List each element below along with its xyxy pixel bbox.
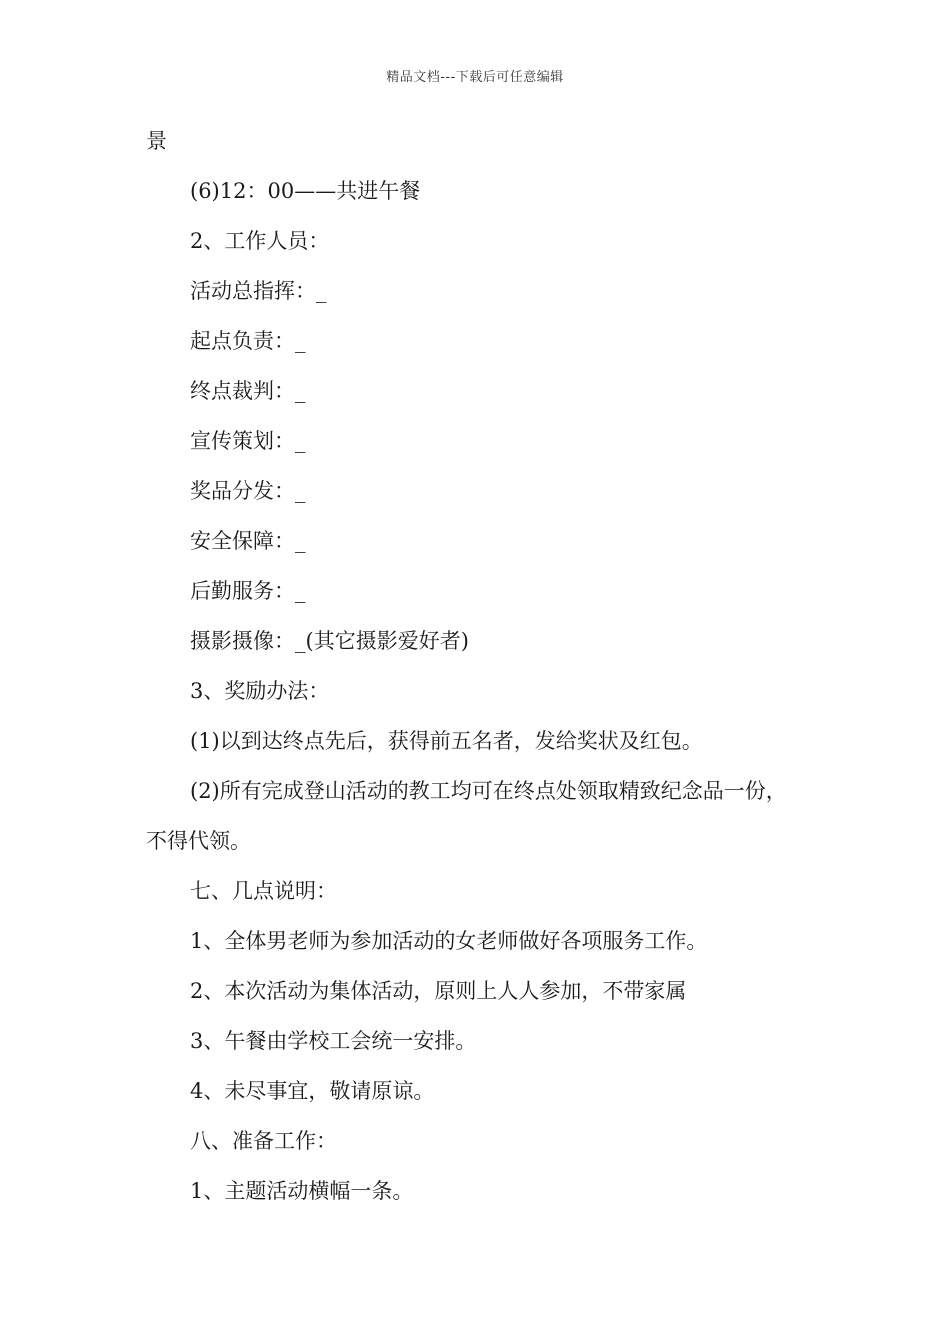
text-line: 七、几点说明： xyxy=(190,879,337,903)
text-line: 2、工作人员： xyxy=(190,229,330,253)
page-header: 精品文档---下载后可任意编辑 xyxy=(386,70,564,85)
text-line: 3、午餐由学校工会统一安排。 xyxy=(190,1029,477,1053)
text-line: 不得代领。 xyxy=(146,829,251,853)
text-line: 起点负责：_ xyxy=(190,329,306,353)
text-line: 4、未尽事宜，敬请原谅。 xyxy=(190,1079,435,1103)
text-line: 摄影摄像：_(其它摄影爱好者) xyxy=(190,629,469,653)
text-line: 3、奖励办法： xyxy=(190,679,330,703)
text-line: 宣传策划：_ xyxy=(190,429,306,453)
text-line: 奖品分发：_ xyxy=(190,479,306,503)
text-line: 景 xyxy=(146,129,167,153)
text-line: 1、主题活动横幅一条。 xyxy=(190,1179,414,1203)
text-line: 终点裁判：_ xyxy=(190,379,306,403)
text-line: 后勤服务：_ xyxy=(190,579,306,603)
text-line: 安全保障：_ xyxy=(190,529,306,553)
text-line: (2)所有完成登山活动的教工均可在终点处领取精致纪念品一份， xyxy=(190,779,787,803)
text-line: (1)以到达终点先后，获得前五名者，发给奖状及红包。 xyxy=(190,729,703,753)
text-line: 八、准备工作： xyxy=(190,1129,337,1153)
text-line: 活动总指挥：_ xyxy=(190,279,327,303)
text-line: 2、本次活动为集体活动，原则上人人参加，不带家属 xyxy=(190,979,687,1003)
text-line: (6)12：00——共进午餐 xyxy=(190,179,421,203)
text-line: 1、全体男老师为参加活动的女老师做好各项服务工作。 xyxy=(190,929,708,953)
